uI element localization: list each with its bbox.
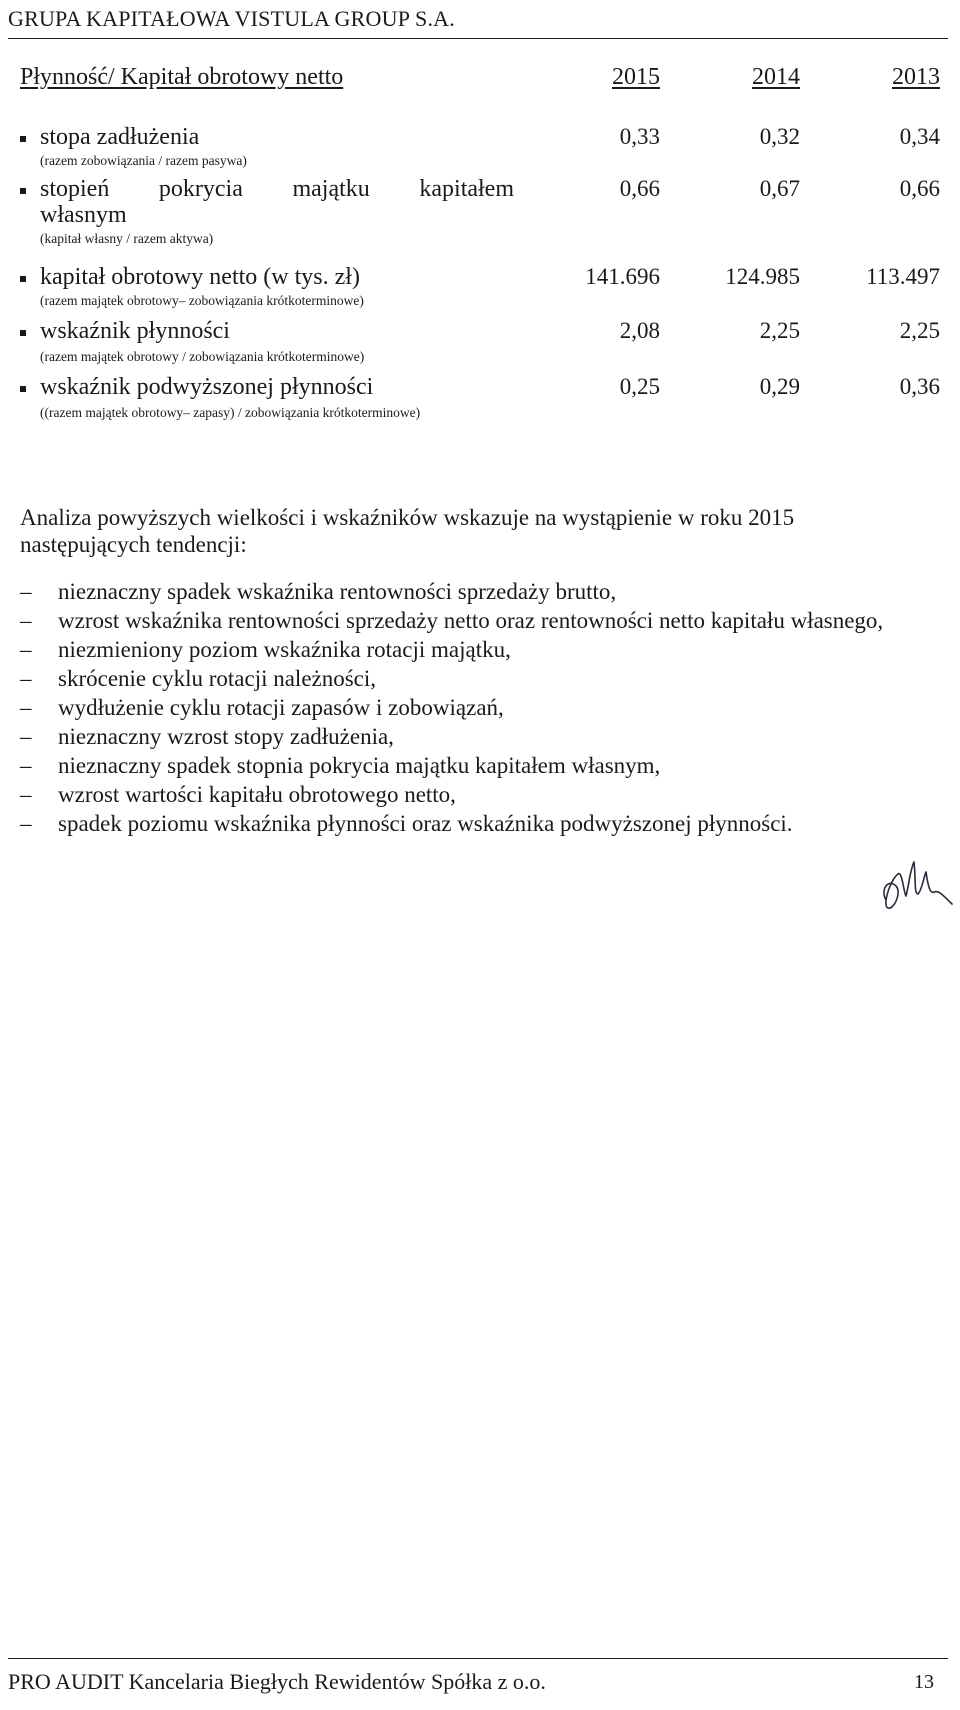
list-item (20, 723, 920, 750)
ratio-value-2015: 141.696 (585, 264, 660, 289)
ratio-label: stopa zadłużenia (40, 124, 200, 150)
ratio-label: wskaźnik płynności (40, 318, 230, 344)
analysis-section (20, 504, 920, 839)
ratio-value-2015: 2,08 (619, 318, 660, 343)
ratio-value-2014: 124.985 (725, 264, 800, 289)
bullet-icon (20, 188, 26, 194)
dash-marker: – (20, 811, 32, 836)
dash-marker: – (20, 608, 32, 633)
trend-text: spadek poziomu wskaźnika płynności oraz wskaźnika podwyższonej płynności. (58, 811, 793, 836)
dash-marker: – (20, 724, 32, 749)
ratio-row-working-capital (20, 264, 940, 310)
audit-firm-name: PRO AUDIT Kancelaria Biegłych Rewidentów Spółka z o.o. (8, 1669, 546, 1694)
ratio-table-title: Płynność/ Kapitał obrotowy netto (20, 64, 344, 90)
ratio-formula: ((razem majątek obrotowy– zapasy) / zobowiązania krótkoterminowe) (40, 405, 421, 420)
trend-text: wzrost wskaźnika rentowności sprzedaży netto oraz rentowności netto kapitału własnego, (58, 608, 884, 633)
list-item (20, 781, 920, 808)
dash-marker: – (20, 753, 32, 778)
ratio-table-header (20, 64, 940, 96)
bullet-icon (20, 276, 26, 282)
bullet-icon (20, 136, 26, 142)
dash-marker: – (20, 695, 32, 720)
analysis-intro: Analiza powyższych wielkości i wskaźników wskazuje na wystąpienie w roku 2015 następujących tendencji: (20, 505, 795, 557)
trend-text: niezmieniony poziom wskaźnika rotacji majątku, (58, 637, 511, 662)
ratio-value-2013: 0,34 (899, 124, 940, 149)
ratio-row-liquidity (20, 318, 940, 364)
year-column-header: 2014 (752, 64, 800, 90)
list-item (20, 810, 920, 837)
trend-list (20, 578, 920, 837)
ratio-label: stopień pokrycia majątku kapitałem (40, 176, 514, 202)
ratio-value-2013: 113.497 (866, 264, 940, 289)
ratio-value-2014: 2,25 (759, 318, 800, 343)
list-item (20, 665, 920, 692)
ratio-formula: (razem majątek obrotowy– zobowiązania krótkoterminowe) (40, 293, 364, 308)
page-number: 13 (914, 1671, 934, 1693)
ratio-row-quick-liquidity (20, 374, 940, 444)
trend-text: wydłużenie cyklu rotacji zapasów i zobowiązań, (58, 695, 504, 720)
ratio-row-equity-coverage (20, 176, 940, 246)
dash-marker: – (20, 637, 32, 662)
ratio-label: kapitał obrotowy netto (w tys. zł) (40, 264, 360, 290)
list-item (20, 607, 920, 634)
dash-marker: – (20, 782, 32, 807)
ratio-value-2014: 0,32 (759, 124, 800, 149)
year-column-header: 2015 (612, 64, 660, 90)
ratio-formula: (razem majątek obrotowy / zobowiązania krótkoterminowe) (40, 349, 365, 364)
ratio-label: wskaźnik podwyższonej płynności (40, 374, 374, 400)
ratio-label-continuation: własnym (40, 202, 127, 228)
ratio-formula: (kapitał własny / razem aktywa) (40, 231, 214, 246)
document-header (8, 2, 948, 39)
company-name: GRUPA KAPITAŁOWA VISTULA GROUP S.A. (8, 6, 455, 31)
dash-marker: – (20, 579, 32, 604)
ratio-value-2014: 0,67 (759, 176, 800, 201)
year-column-header: 2013 (892, 64, 940, 90)
trend-text: nieznaczny spadek stopnia pokrycia majątku kapitałem własnym, (58, 753, 661, 778)
ratio-value-2015: 0,66 (619, 176, 660, 201)
dash-marker: – (20, 666, 32, 691)
trend-text: skrócenie cyklu rotacji należności, (58, 666, 377, 691)
list-item (20, 752, 920, 779)
trend-text: wzrost wartości kapitału obrotowego netto, (58, 782, 456, 807)
trend-text: nieznaczny spadek wskaźnika rentowności sprzedaży brutto, (58, 579, 617, 604)
list-item (20, 578, 920, 605)
ratio-value-2013: 0,36 (899, 374, 940, 399)
ratio-value-2015: 0,25 (619, 374, 660, 399)
ratio-value-2013: 2,25 (899, 318, 940, 343)
signature-icon (876, 850, 956, 920)
trend-text: nieznaczny wzrost stopy zadłużenia, (58, 724, 394, 749)
list-item (20, 636, 920, 663)
bullet-icon (20, 330, 26, 336)
ratio-formula: (razem zobowiązania / razem pasywa) (40, 153, 247, 168)
document-footer (8, 1658, 948, 1703)
ratio-value-2013: 0,66 (899, 176, 940, 201)
bullet-icon (20, 386, 26, 392)
ratio-value-2014: 0,29 (759, 374, 800, 399)
list-item (20, 694, 920, 721)
ratio-value-2015: 0,33 (619, 124, 660, 149)
ratio-row-debt-ratio (20, 124, 940, 170)
